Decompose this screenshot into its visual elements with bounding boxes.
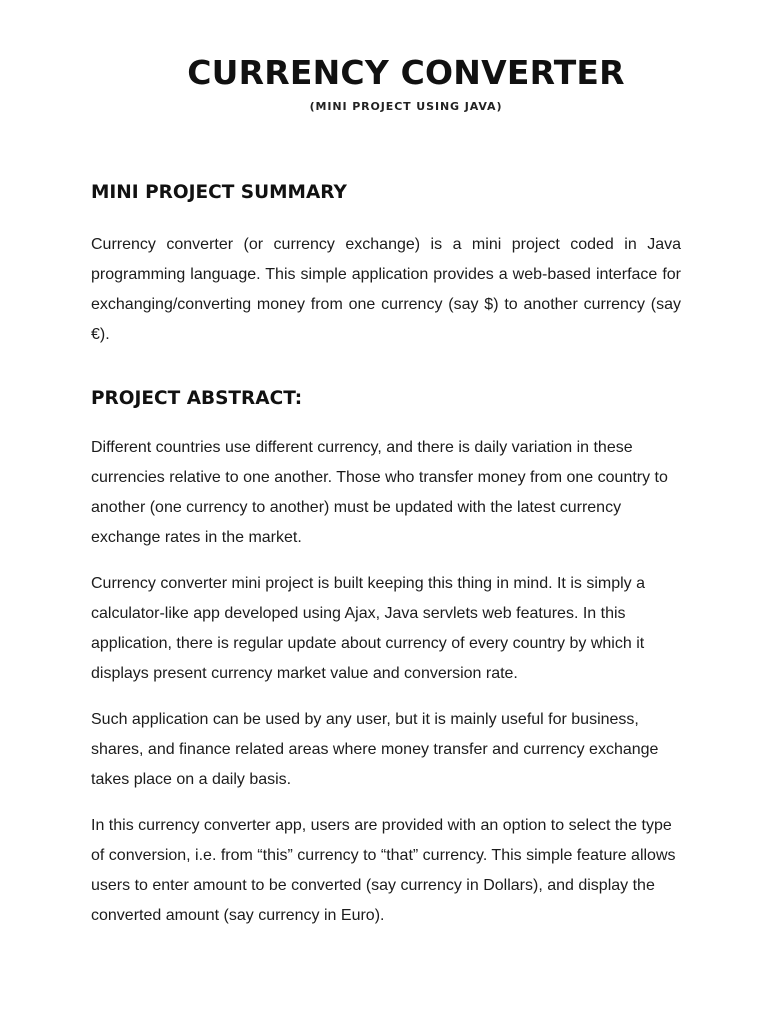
document-subtitle: (MINI PROJECT USING JAVA) — [309, 100, 503, 113]
summary-heading: MINI PROJECT SUMMARY — [91, 182, 347, 203]
abstract-paragraph-3: Such application can be used by any user, but it is mainly useful for business, shares, and finance related areas where money transfer and currency exchange takes place on a daily basis. — [91, 711, 659, 788]
abstract-heading: PROJECT ABSTRACT: — [91, 388, 303, 409]
abstract-paragraph-4: In this currency converter app, users are provided with an option to select the type of conversion, i.e. from “this” currency to “that” currency. This simple feature allows users to enter amount to be converted (say currency in Dollars), and display the converted amount (say currency in Euro). — [91, 817, 676, 924]
summary-paragraph: Currency converter (or currency exchange) is a mini project coded in Java programming language. This simple application provides a web-based interface for exchanging/converting money from one currency (say $) to another currency (say €). — [91, 236, 681, 343]
abstract-paragraph-1: Different countries use different currency, and there is daily variation in these currencies relative to one another. Those who transfer money from one country to another (one currency to another) must be updated with the latest currency exchange rates in the market. — [91, 439, 668, 546]
document-title: CURRENCY CONVERTER — [187, 53, 625, 92]
abstract-paragraph-2: Currency converter mini project is built keeping this thing in mind. It is simply a calculator-like app developed using Ajax, Java servlets web features. In this application, there is regular update about currency of every country by which it displays present currency market value and conversion rate. — [91, 575, 645, 682]
